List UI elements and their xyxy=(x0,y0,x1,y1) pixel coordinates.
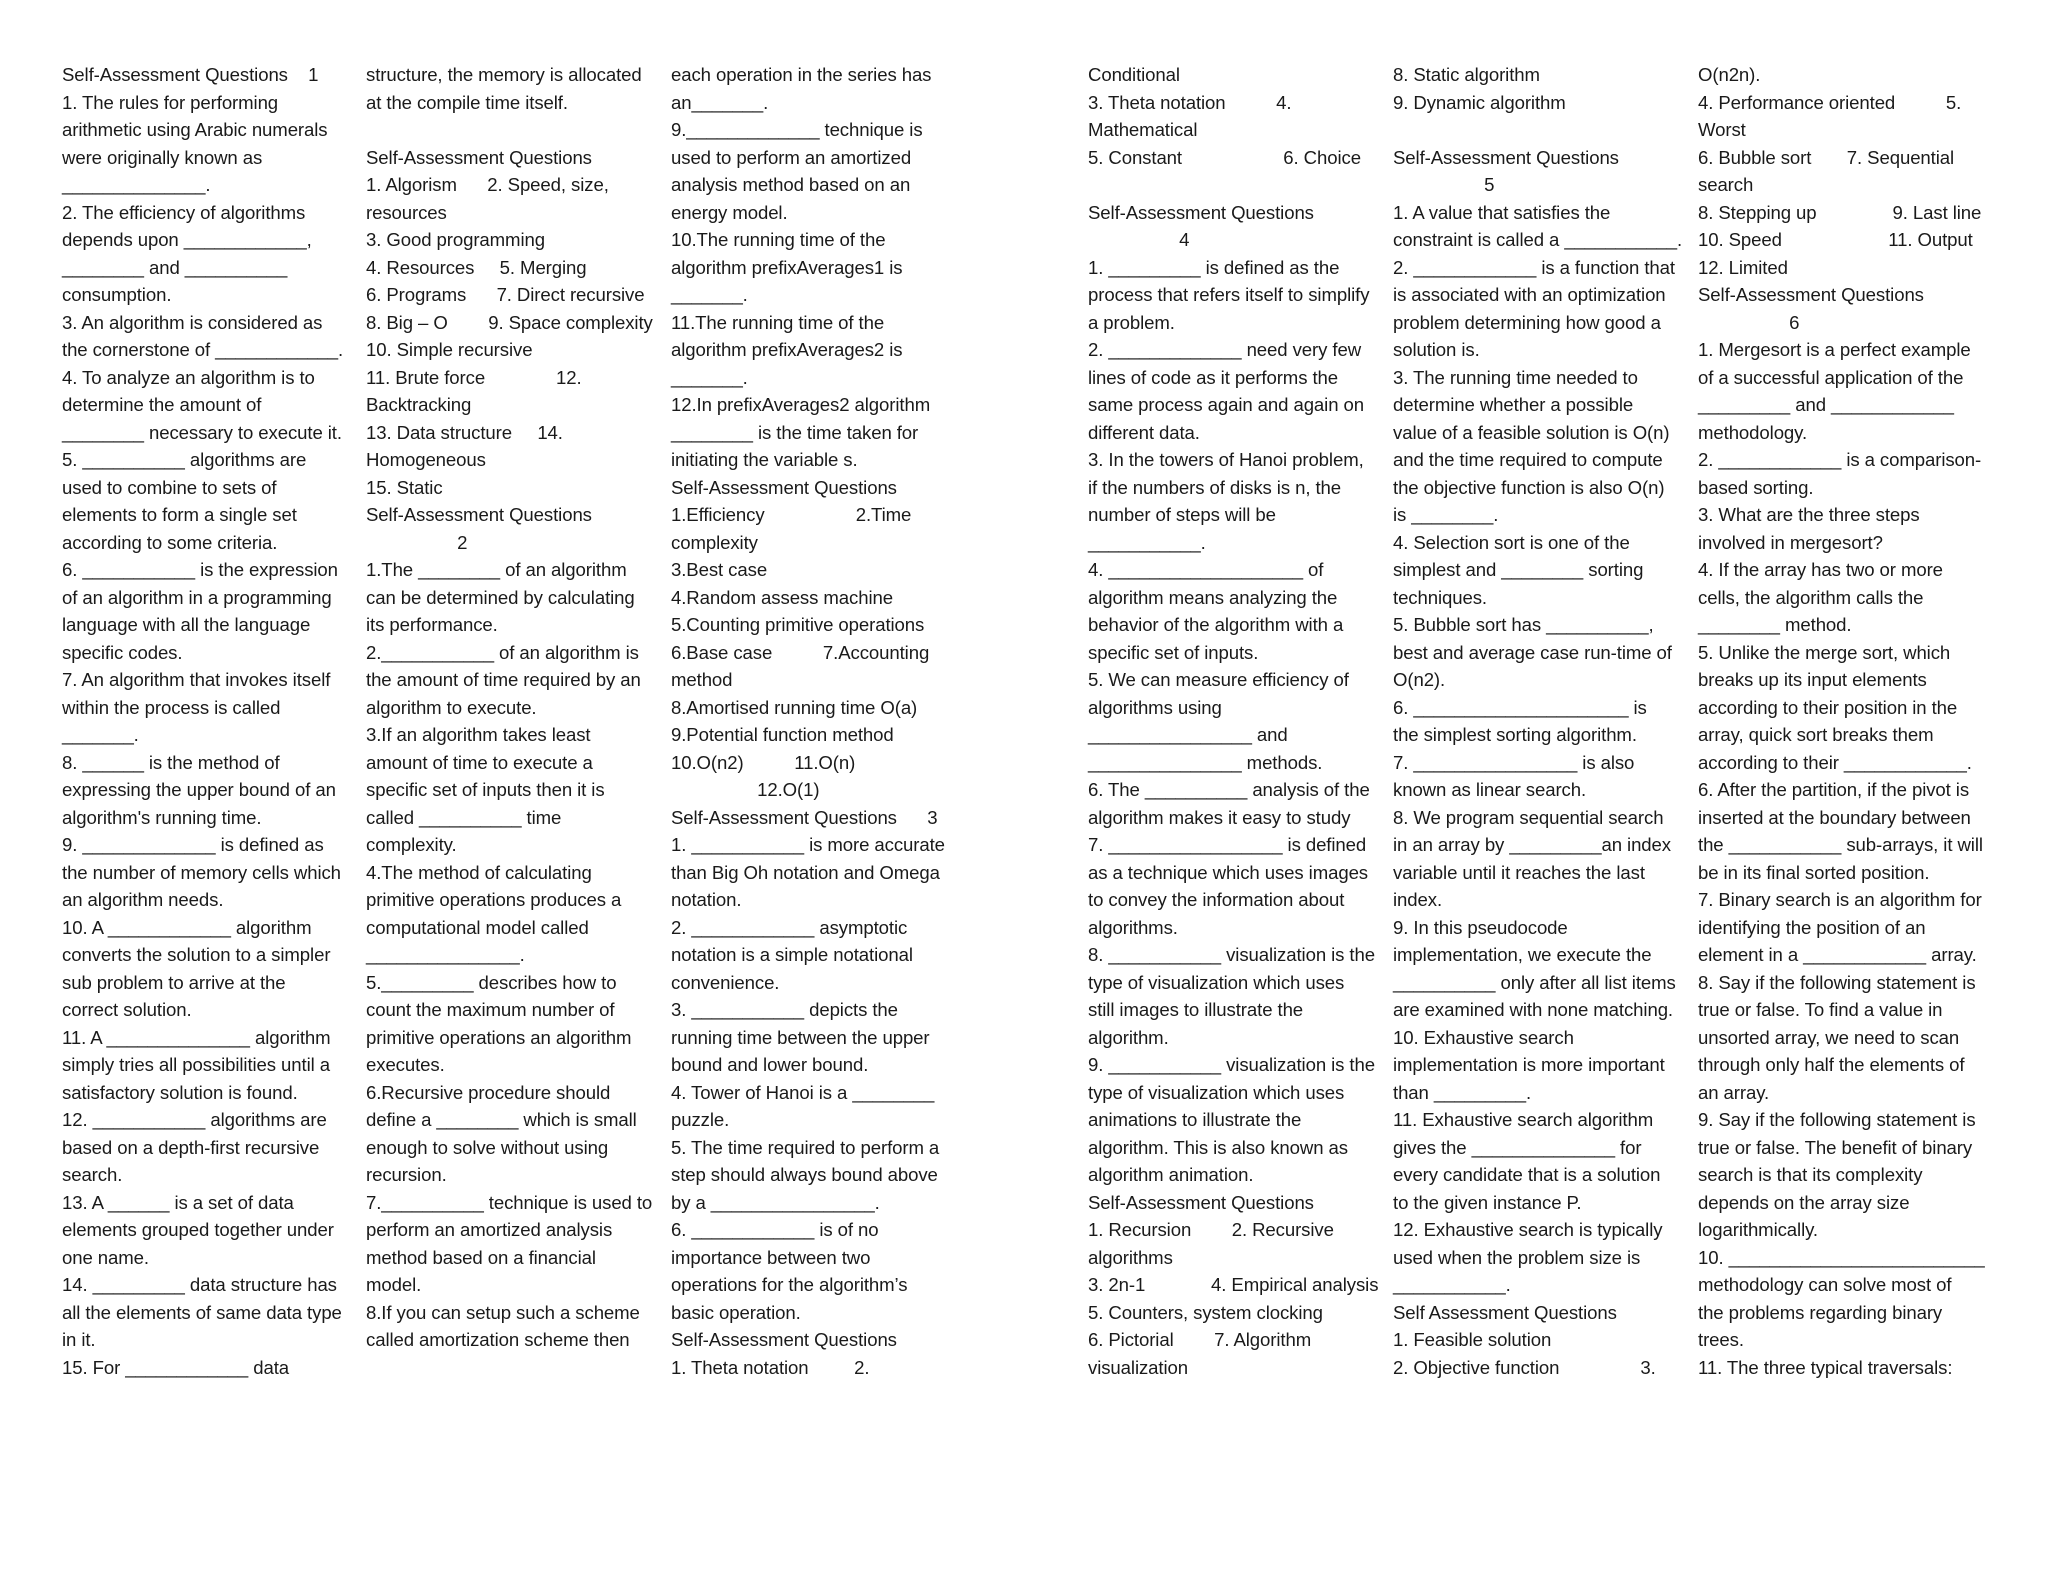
text-line: based on a depth-first recursive xyxy=(62,1136,320,1158)
text-line: of a successful application of the xyxy=(1698,366,1964,388)
text-line: 5. We can measure efficiency of xyxy=(1088,669,1349,690)
text-column-4 xyxy=(1088,61,1384,1381)
text-line: 6. ___________ is the expression xyxy=(62,559,338,580)
text-line: called amortization scheme then xyxy=(366,1329,630,1350)
text-line: element in a ____________ array. xyxy=(1698,944,1977,965)
text-line: unsorted array, we need to scan xyxy=(1698,1026,1960,1048)
text-line: depends on the array size xyxy=(1698,1191,1910,1213)
text-line: than Big Oh notation and Omega xyxy=(671,861,940,883)
text-line: specific codes. xyxy=(62,641,183,663)
text-line: primitive operations produces a xyxy=(366,889,622,910)
text-line: algorithm. xyxy=(1088,1026,1169,1048)
text-line: 5._________ describes how to xyxy=(366,971,617,993)
text-line: 4 xyxy=(1088,229,1190,250)
text-line: each operation in the series has xyxy=(671,64,932,85)
text-line: Mathematical xyxy=(1088,119,1198,140)
text-line: 9. Say if the following statement is xyxy=(1698,1109,1976,1130)
text-line: 10. A ____________ algorithm xyxy=(62,916,312,938)
text-line: _______________ methods. xyxy=(1088,751,1323,773)
text-line: 4.Random assess machine xyxy=(671,586,893,608)
text-line: problem determining how good a xyxy=(1393,311,1661,333)
text-line: animations to illustrate the xyxy=(1088,1109,1302,1130)
text-line: 10. _________________________ xyxy=(1698,1246,1985,1268)
text-line: Self-Assessment Questions 1 xyxy=(62,64,319,85)
text-line: 8.Amortised running time O(a) xyxy=(671,696,918,718)
text-line xyxy=(1393,116,1689,144)
text-line: lines of code as it performs the xyxy=(1088,366,1339,388)
text-line: _______. xyxy=(671,366,748,388)
text-line: its performance. xyxy=(366,614,498,635)
text-line: 2. Objective function 3. xyxy=(1393,1356,1656,1378)
text-line: methodology. xyxy=(1698,421,1808,443)
text-line: the objective function is also O(n) xyxy=(1393,476,1665,498)
text-line: and the time required to compute xyxy=(1393,449,1663,470)
text-line: 4. To analyze an algorithm is to xyxy=(62,366,315,388)
text-line: trees. xyxy=(1698,1329,1744,1350)
text-line: step should always bound above xyxy=(671,1164,938,1185)
text-line: 2. _____________ need very few xyxy=(1088,339,1362,360)
text-line: used to perform an amortized xyxy=(671,146,912,168)
text-line: 9._____________ technique is xyxy=(671,119,923,140)
text-line: through only half the elements of xyxy=(1698,1054,1965,1075)
text-line: 3. What are the three steps xyxy=(1698,504,1920,525)
text-line: algorithm means analyzing the xyxy=(1088,586,1338,608)
text-line: algorithms xyxy=(1088,1246,1173,1268)
text-line: 6. Pictorial 7. Algorithm xyxy=(1088,1329,1312,1350)
text-line: best and average case run-time of xyxy=(1393,641,1672,663)
text-line: 9.Potential function method xyxy=(671,724,894,745)
text-line: 8.If you can setup such a scheme xyxy=(366,1301,640,1323)
text-line: in it. xyxy=(62,1329,96,1350)
text-line: Conditional xyxy=(1088,64,1180,85)
text-line: running time between the upper xyxy=(671,1026,930,1048)
text-line: variable until it reaches the last xyxy=(1393,861,1645,883)
text-line: 5. Constant 6. Choice xyxy=(1088,146,1361,168)
text-line: search is that its complexity xyxy=(1698,1164,1923,1185)
text-line: techniques. xyxy=(1393,586,1488,608)
text-line: still images to illustrate the xyxy=(1088,999,1304,1020)
text-line: identifying the position of an xyxy=(1698,916,1926,938)
text-line: 8. Static algorithm xyxy=(1393,64,1540,85)
text-line: Self Assessment Questions xyxy=(1393,1301,1617,1323)
text-line: 4. ___________________ of xyxy=(1088,559,1324,580)
text-line xyxy=(1088,171,1384,199)
text-line: Backtracking xyxy=(366,394,472,415)
text-line: simplest and ________ sorting xyxy=(1393,559,1644,580)
text-line: satisfactory solution is found. xyxy=(62,1081,298,1103)
text-line: ________ and __________ xyxy=(62,256,288,278)
text-line: are examined with none matching. xyxy=(1393,999,1674,1020)
text-line: initiating the variable s. xyxy=(671,449,858,470)
text-line: define a ________ which is small xyxy=(366,1109,637,1130)
text-line: process that refers itself to simplify xyxy=(1088,284,1370,305)
text-line: 4. If the array has two or more xyxy=(1698,559,1943,580)
text-line: model. xyxy=(366,1274,422,1295)
text-line: 9. _____________ is defined as xyxy=(62,834,324,855)
text-line: algorithm to execute. xyxy=(366,696,537,718)
text-line: _______. xyxy=(62,724,139,745)
text-line: 3.Best case xyxy=(671,559,768,580)
text-line: type of visualization which uses xyxy=(1088,971,1345,993)
text-line: 8. ___________ visualization is the xyxy=(1088,944,1375,965)
text-line: 13. A ______ is a set of data xyxy=(62,1191,294,1213)
text-line: 5. __________ algorithms are xyxy=(62,449,307,470)
text-line: the amount of time required by an xyxy=(366,669,641,690)
text-line: as a technique which uses images xyxy=(1088,861,1369,883)
text-line: 8. We program sequential search xyxy=(1393,806,1664,828)
text-line: Self-Assessment Questions xyxy=(1698,284,1924,305)
text-line: algorithm. This is also known as xyxy=(1088,1136,1348,1158)
text-line: 6. Programs 7. Direct recursive xyxy=(366,284,645,305)
text-line: the number of memory cells which xyxy=(62,861,341,883)
text-line: algorithm makes it easy to study xyxy=(1088,806,1351,828)
text-line: all the elements of same data type xyxy=(62,1301,342,1323)
text-line: 3. In the towers of Hanoi problem, xyxy=(1088,449,1364,470)
text-line: known as linear search. xyxy=(1393,779,1587,800)
text-line: logarithmically. xyxy=(1698,1219,1818,1240)
text-line: within the process is called xyxy=(62,696,281,718)
text-line: 9. Dynamic algorithm xyxy=(1393,91,1566,113)
text-line: by a ________________. xyxy=(671,1191,880,1213)
text-line: language with all the language xyxy=(62,614,311,635)
text-line: 4. Performance oriented 5. xyxy=(1698,91,1962,113)
text-line: ___________. xyxy=(1088,531,1206,553)
text-line: 7. Binary search is an algorithm for xyxy=(1698,889,1982,910)
text-line: method based on a financial xyxy=(366,1246,596,1268)
text-line: operations for the algorithm’s xyxy=(671,1274,908,1295)
text-line: the problems regarding binary xyxy=(1698,1301,1943,1323)
text-line: in an array by _________an index xyxy=(1393,834,1671,855)
text-line: resources xyxy=(366,201,447,223)
text-line: basic operation. xyxy=(671,1301,801,1323)
text-line: 1. ___________ is more accurate xyxy=(671,834,945,855)
text-line: 2. ____________ asymptotic xyxy=(671,916,908,938)
text-line: 1.Efficiency 2.Time xyxy=(671,504,912,525)
text-line: to convey the information about xyxy=(1088,889,1345,910)
text-line: Worst xyxy=(1698,119,1746,140)
text-line: 10. Simple recursive xyxy=(366,339,533,360)
text-line: methodology can solve most of xyxy=(1698,1274,1952,1295)
text-line: 3. Theta notation 4. xyxy=(1088,91,1292,113)
text-line: depends upon ____________, xyxy=(62,229,312,250)
text-line: if the numbers of disks is n, the xyxy=(1088,476,1341,498)
text-line: 8. Big – O 9. Space complexity xyxy=(366,311,653,333)
text-line: inserted at the boundary between xyxy=(1698,806,1971,828)
text-line: ________ necessary to execute it. xyxy=(62,421,342,443)
text-line: 2.___________ of an algorithm is xyxy=(366,641,639,663)
text-line: computational model called xyxy=(366,916,589,938)
text-line: 5 xyxy=(1393,174,1495,195)
text-line: 3. Good programming xyxy=(366,229,545,250)
text-line: be in its final sorted position. xyxy=(1698,861,1930,883)
text-line: Self-Assessment Questions xyxy=(671,1329,897,1350)
text-line: 7. ________________ is also xyxy=(1393,751,1635,773)
text-line: O(n2n). xyxy=(1698,64,1761,85)
text-line: 1. The rules for performing xyxy=(62,91,279,113)
text-line: method xyxy=(671,669,733,690)
text-line: visualization xyxy=(1088,1356,1188,1378)
text-line: 5. Counters, system clocking xyxy=(1088,1301,1323,1323)
text-line: expressing the upper bound of an xyxy=(62,779,336,800)
text-line: algorithm prefixAverages1 is xyxy=(671,256,903,278)
text-line: 15. Static xyxy=(366,476,443,498)
text-line: ______________. xyxy=(62,174,211,195)
text-line: 12. Exhaustive search is typically xyxy=(1393,1219,1663,1240)
text-line: Self-Assessment Questions xyxy=(671,476,897,498)
text-line: 1. Recursion 2. Recursive xyxy=(1088,1219,1334,1240)
text-line: 6.Base case 7.Accounting xyxy=(671,641,930,663)
text-line: search xyxy=(1698,174,1754,195)
text-line: 5.Counting primitive operations xyxy=(671,614,925,635)
text-line: constraint is called a ___________. xyxy=(1393,229,1683,250)
text-line: an array. xyxy=(1698,1081,1770,1103)
text-line: behavior of the algorithm with a xyxy=(1088,614,1344,635)
text-line: 6.Recursive procedure should xyxy=(366,1081,611,1103)
text-line: 8. Say if the following statement is xyxy=(1698,971,1976,993)
text-line: 12.O(1) xyxy=(671,779,820,800)
text-line: elements grouped together under xyxy=(62,1219,334,1240)
text-line: 3. An algorithm is considered as xyxy=(62,311,323,333)
text-line: one name. xyxy=(62,1246,149,1268)
text-line: 11. The three typical traversals: xyxy=(1698,1356,1953,1378)
text-line: 7.__________ technique is used to xyxy=(366,1191,653,1213)
text-line: 1. Algorism 2. Speed, size, xyxy=(366,174,609,195)
text-line: ________ method. xyxy=(1698,614,1852,635)
text-line: 4. Tower of Hanoi is a ________ xyxy=(671,1081,935,1103)
text-line: determine whether a possible xyxy=(1393,394,1634,415)
text-line: 11.The running time of the xyxy=(671,311,885,333)
text-line: 2. The efficiency of algorithms xyxy=(62,201,306,223)
text-line: true or false. The benefit of binary xyxy=(1698,1136,1973,1158)
text-line: specific set of inputs. xyxy=(1088,641,1259,663)
text-line: 10.O(n2) 11.O(n) xyxy=(671,751,856,773)
text-line: _________ and ____________ xyxy=(1698,394,1954,415)
text-line: algorithm animation. xyxy=(1088,1164,1254,1185)
text-line: the simplest sorting algorithm. xyxy=(1393,724,1637,745)
text-line: 9. In this pseudocode xyxy=(1393,916,1568,938)
text-column-6 xyxy=(1698,61,1994,1381)
text-line: 7. _________________ is defined xyxy=(1088,834,1367,855)
text-line: number of steps will be xyxy=(1088,504,1276,525)
text-line: notation. xyxy=(671,889,742,910)
text-line: 11. Brute force 12. xyxy=(366,366,582,388)
text-line: 3. 2n-1 4. Empirical analysis xyxy=(1088,1274,1379,1295)
text-line: 4. Selection sort is one of the xyxy=(1393,531,1630,553)
text-line: executes. xyxy=(366,1054,445,1075)
text-line: index. xyxy=(1393,889,1443,910)
text-line: a problem. xyxy=(1088,311,1175,333)
text-line: 6. After the partition, if the pivot is xyxy=(1698,779,1970,800)
text-line: can be determined by calculating xyxy=(366,586,635,608)
text-line: at the compile time itself. xyxy=(366,91,568,113)
text-line: 10.The running time of the xyxy=(671,229,886,250)
text-line: to the given instance P. xyxy=(1393,1191,1582,1213)
text-line: O(n2). xyxy=(1393,669,1446,690)
text-line: type of visualization which uses xyxy=(1088,1081,1345,1103)
text-line: elements to form a single set xyxy=(62,504,297,525)
text-line: arithmetic using Arabic numerals xyxy=(62,119,328,140)
text-line: algorithms. xyxy=(1088,916,1178,938)
text-line: Homogeneous xyxy=(366,449,486,470)
text-line: __________ only after all list items xyxy=(1393,971,1676,993)
text-line: 1. Feasible solution xyxy=(1393,1329,1552,1350)
text-line: an_______. xyxy=(671,91,769,113)
text-line: based sorting. xyxy=(1698,476,1814,498)
text-line: consumption. xyxy=(62,284,172,305)
text-line: than _________. xyxy=(1393,1081,1532,1103)
text-line: 7. An algorithm that invokes itself xyxy=(62,669,331,690)
text-line: 11. Exhaustive search algorithm xyxy=(1393,1109,1654,1130)
text-line: gives the ______________ for xyxy=(1393,1136,1642,1158)
text-line: convenience. xyxy=(671,971,780,993)
text-line: Self-Assessment Questions xyxy=(1393,146,1619,168)
text-line: ________________ and xyxy=(1088,724,1288,745)
text-line: energy model. xyxy=(671,201,788,223)
text-line: perform an amortized analysis xyxy=(366,1219,613,1240)
text-line: same process again and again on xyxy=(1088,394,1364,415)
text-line: converts the solution to a simpler xyxy=(62,944,331,965)
text-line: _______________. xyxy=(366,944,525,965)
text-line xyxy=(366,116,662,144)
text-line: 15. For ____________ data xyxy=(62,1356,290,1378)
text-column-1 xyxy=(62,61,358,1381)
text-line: amount of time to execute a xyxy=(366,751,593,773)
text-line: 12. Limited xyxy=(1698,256,1788,278)
text-line: 4. Resources 5. Merging xyxy=(366,256,587,278)
text-line: 1. A value that satisfies the xyxy=(1393,201,1611,223)
text-line: Self-Assessment Questions xyxy=(366,504,592,525)
text-line: involved in mergesort? xyxy=(1698,531,1883,553)
text-line: enough to solve without using xyxy=(366,1136,609,1158)
text-line: simply tries all possibilities until a xyxy=(62,1054,330,1075)
text-line: the ___________ sub-arrays, it will xyxy=(1698,834,1983,855)
text-line: 5. Unlike the merge sort, which xyxy=(1698,641,1951,663)
text-line: according to some criteria. xyxy=(62,531,278,553)
text-line: analysis method based on an xyxy=(671,174,911,195)
text-line: 12.In prefixAverages2 algorithm xyxy=(671,394,931,415)
text-column-5 xyxy=(1393,61,1689,1381)
text-line: 9. ___________ visualization is the xyxy=(1088,1054,1375,1075)
text-line: Self-Assessment Questions 3 xyxy=(671,806,938,828)
text-line: breaks up its input elements xyxy=(1698,669,1927,690)
text-line: solution is. xyxy=(1393,339,1480,360)
text-line: every candidate that is a solution xyxy=(1393,1164,1661,1185)
text-line: _______. xyxy=(671,284,748,305)
text-line: algorithms using xyxy=(1088,696,1222,718)
text-line: sub problem to arrive at the xyxy=(62,971,286,993)
text-line: 1.The ________ of an algorithm xyxy=(366,559,627,580)
text-line: importance between two xyxy=(671,1246,871,1268)
text-line: 12. ___________ algorithms are xyxy=(62,1109,327,1130)
text-line: ___________. xyxy=(1393,1274,1511,1295)
text-line: an algorithm needs. xyxy=(62,889,224,910)
text-line: 1. _________ is defined as the xyxy=(1088,256,1340,278)
text-line: 3.If an algorithm takes least xyxy=(366,724,591,745)
text-line: value of a feasible solution is O(n) xyxy=(1393,421,1670,443)
text-line: of an algorithm in a programming xyxy=(62,586,332,608)
text-line: used to combine to sets of xyxy=(62,476,277,498)
text-line: according to their position in the xyxy=(1698,696,1958,718)
text-line: complexity xyxy=(671,531,758,553)
text-line: correct solution. xyxy=(62,999,192,1020)
text-column-2 xyxy=(366,61,662,1354)
text-line: is ________. xyxy=(1393,504,1499,525)
text-line: 2. ____________ is a function that xyxy=(1393,256,1675,278)
text-line: 1. Mergesort is a perfect example xyxy=(1698,339,1971,360)
text-line: bound and lower bound. xyxy=(671,1054,869,1075)
text-line: true or false. To find a value in xyxy=(1698,999,1943,1020)
text-line: algorithm prefixAverages2 is xyxy=(671,339,903,360)
text-line: 2. ____________ is a comparison- xyxy=(1698,449,1982,470)
text-line: 11. A ______________ algorithm xyxy=(62,1026,331,1048)
text-line: 6 xyxy=(1698,311,1800,333)
text-line: is associated with an optimization xyxy=(1393,284,1666,305)
text-line: Self-Assessment Questions xyxy=(366,146,592,168)
text-line: notation is a simple notational xyxy=(671,944,913,965)
text-line: 5. Bubble sort has __________, xyxy=(1393,614,1654,635)
text-line: algorithm's running time. xyxy=(62,806,262,828)
text-line: ________ is the time taken for xyxy=(671,421,919,443)
text-line: primitive operations an algorithm xyxy=(366,1026,632,1048)
text-line: implementation is more important xyxy=(1393,1054,1665,1075)
text-line: used when the problem size is xyxy=(1393,1246,1641,1268)
text-line: search. xyxy=(62,1164,123,1185)
text-line: 4.The method of calculating xyxy=(366,861,592,883)
text-line: Self-Assessment Questions xyxy=(1088,201,1314,223)
text-line: 6. The __________ analysis of the xyxy=(1088,779,1370,800)
text-line: different data. xyxy=(1088,421,1200,443)
text-line: 1. Theta notation 2. xyxy=(671,1356,870,1378)
text-line: count the maximum number of xyxy=(366,999,615,1020)
text-line: called __________ time xyxy=(366,806,562,828)
text-line: Self-Assessment Questions xyxy=(1088,1191,1314,1213)
text-line: 3. The running time needed to xyxy=(1393,366,1638,388)
text-line: 13. Data structure 14. xyxy=(366,421,563,443)
text-line: implementation, we execute the xyxy=(1393,944,1652,965)
text-line: 6. Bubble sort 7. Sequential xyxy=(1698,146,1955,168)
text-line: 6. _____________________ is xyxy=(1393,696,1647,718)
text-line: structure, the memory is allocated xyxy=(366,64,642,85)
text-line: 5. The time required to perform a xyxy=(671,1136,940,1158)
text-line: 8. Stepping up 9. Last line xyxy=(1698,201,1982,223)
text-line: recursion. xyxy=(366,1164,447,1185)
text-line: according to their ____________. xyxy=(1698,751,1972,773)
text-line: 10. Speed 11. Output xyxy=(1698,229,1973,250)
text-line: 2 xyxy=(366,531,468,553)
text-line: 3. ___________ depicts the xyxy=(671,999,898,1020)
text-line: 6. ____________ is of no xyxy=(671,1219,879,1240)
text-line: determine the amount of xyxy=(62,394,262,415)
text-line: puzzle. xyxy=(671,1109,730,1130)
text-column-3 xyxy=(671,61,967,1381)
text-line: array, quick sort breaks them xyxy=(1698,724,1934,745)
text-line: complexity. xyxy=(366,834,457,855)
text-line: 14. _________ data structure has xyxy=(62,1274,337,1295)
text-line: specific set of inputs then it is xyxy=(366,779,605,800)
text-line: the cornerstone of ____________. xyxy=(62,339,344,360)
text-line: 8. ______ is the method of xyxy=(62,751,280,773)
text-line: 10. Exhaustive search xyxy=(1393,1026,1574,1048)
text-line: were originally known as xyxy=(62,146,263,168)
text-line: cells, the algorithm calls the xyxy=(1698,586,1924,608)
